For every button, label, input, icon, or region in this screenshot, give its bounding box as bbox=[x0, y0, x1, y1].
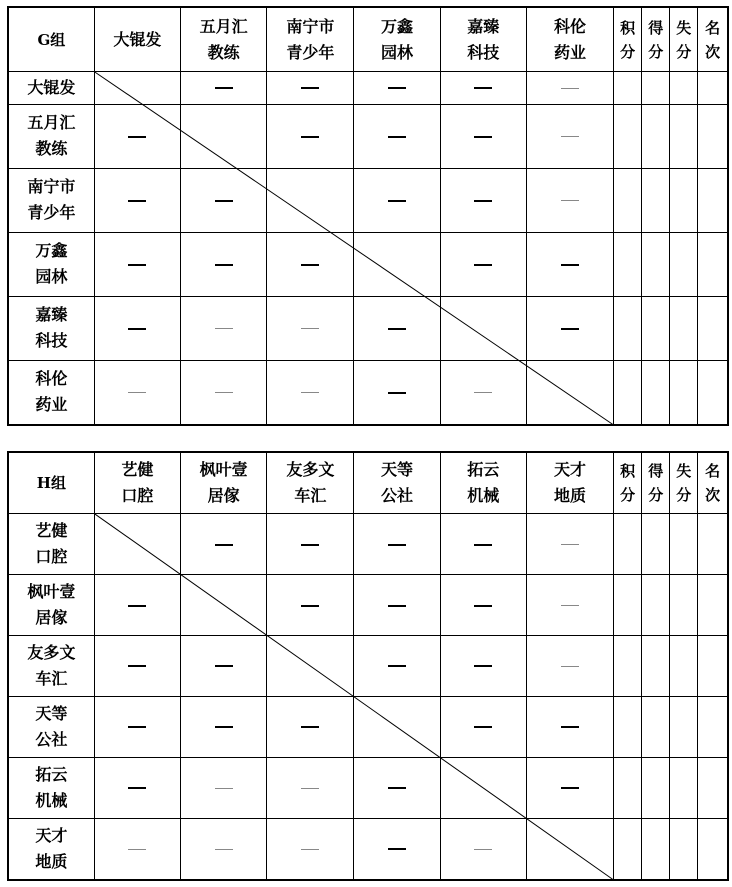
column-team-name bbox=[180, 7, 266, 72]
stat-cell bbox=[698, 296, 728, 360]
team-name-line: 五月汇 bbox=[27, 113, 76, 133]
column-team-name bbox=[440, 452, 526, 514]
stat-cell bbox=[670, 296, 698, 360]
column-team-name bbox=[526, 452, 613, 514]
column-team-name bbox=[94, 7, 180, 72]
match-result-cell bbox=[94, 296, 180, 360]
match-result-cell bbox=[180, 635, 266, 696]
row-team-name bbox=[8, 360, 94, 425]
table-row bbox=[8, 232, 728, 296]
played-dash bbox=[561, 328, 579, 330]
stat-cell bbox=[698, 818, 728, 880]
self-match-cell bbox=[354, 696, 440, 757]
team-name-line: 科技 bbox=[35, 331, 68, 351]
team-name-line: 南宁市 bbox=[286, 16, 335, 36]
team-name-line: 青少年 bbox=[286, 42, 335, 62]
stat-cell bbox=[614, 232, 642, 296]
played-dash bbox=[474, 544, 492, 546]
pending-dash bbox=[301, 849, 319, 850]
played-dash bbox=[128, 726, 146, 728]
stat-cell bbox=[642, 757, 670, 818]
table-row bbox=[8, 818, 728, 880]
team-name-line: 万鑫 bbox=[381, 16, 414, 36]
match-result-cell bbox=[94, 232, 180, 296]
match-result-cell bbox=[267, 818, 354, 880]
table-row bbox=[8, 575, 728, 636]
row-team-name bbox=[8, 514, 94, 575]
pending-dash bbox=[301, 788, 319, 789]
match-result-cell bbox=[526, 168, 613, 232]
column-team-name bbox=[267, 7, 354, 72]
stat-cell bbox=[642, 72, 670, 105]
table-row bbox=[8, 757, 728, 818]
team-name-line: 天才 bbox=[35, 825, 68, 845]
pending-dash bbox=[561, 605, 579, 606]
played-dash bbox=[474, 264, 492, 266]
row-team-name bbox=[8, 72, 94, 105]
team-name-line: 教练 bbox=[35, 139, 68, 159]
pending-dash bbox=[215, 392, 233, 393]
match-result-cell bbox=[440, 514, 526, 575]
match-result-cell bbox=[354, 168, 440, 232]
self-match-cell bbox=[94, 514, 180, 575]
played-dash bbox=[301, 87, 319, 89]
match-result-cell bbox=[440, 104, 526, 168]
played-dash bbox=[388, 665, 406, 667]
stat-header-char: 分 bbox=[648, 486, 664, 505]
pending-dash bbox=[128, 392, 146, 393]
match-result-cell bbox=[440, 360, 526, 425]
team-name-line: 艺健 bbox=[121, 460, 154, 480]
pending-dash bbox=[215, 849, 233, 850]
match-result-cell bbox=[526, 696, 613, 757]
stat-cell bbox=[670, 635, 698, 696]
played-dash bbox=[388, 200, 406, 202]
match-result-cell bbox=[354, 72, 440, 105]
played-dash bbox=[474, 87, 492, 89]
pending-dash bbox=[561, 544, 579, 545]
match-result-cell bbox=[94, 757, 180, 818]
stat-header-char: 分 bbox=[620, 42, 636, 61]
match-result-cell bbox=[267, 575, 354, 636]
match-result-cell bbox=[267, 696, 354, 757]
column-team-name bbox=[267, 452, 354, 514]
stat-cell bbox=[642, 575, 670, 636]
match-result-cell bbox=[94, 360, 180, 425]
match-result-cell bbox=[94, 575, 180, 636]
match-result-cell bbox=[180, 296, 266, 360]
match-result-cell bbox=[526, 296, 613, 360]
team-name-line: 天才 bbox=[554, 460, 587, 480]
row-team-name bbox=[8, 104, 94, 168]
match-result-cell bbox=[180, 72, 266, 105]
stat-cell bbox=[670, 696, 698, 757]
team-name-line: 天等 bbox=[35, 703, 68, 723]
self-match-cell bbox=[526, 818, 613, 880]
stat-header-char: 失 bbox=[676, 462, 692, 481]
played-dash bbox=[561, 264, 579, 266]
team-name-line: 车汇 bbox=[35, 668, 68, 688]
played-dash bbox=[561, 787, 579, 789]
stat-header-char: 名 bbox=[705, 462, 721, 481]
team-name-line: 药业 bbox=[35, 395, 68, 415]
pending-dash bbox=[301, 328, 319, 329]
stat-cell bbox=[614, 696, 642, 757]
match-result-cell bbox=[526, 104, 613, 168]
match-result-cell bbox=[440, 635, 526, 696]
row-team-name bbox=[8, 296, 94, 360]
stat-header-char: 名 bbox=[705, 18, 721, 37]
team-name-line: 嘉臻 bbox=[35, 305, 68, 325]
played-dash bbox=[215, 544, 233, 546]
stat-cell bbox=[698, 168, 728, 232]
pending-dash bbox=[128, 849, 146, 850]
played-dash bbox=[215, 87, 233, 89]
self-match-cell bbox=[526, 360, 613, 425]
stat-cell bbox=[698, 514, 728, 575]
row-team-name bbox=[8, 757, 94, 818]
self-match-cell bbox=[180, 575, 266, 636]
team-name-line: 园林 bbox=[35, 267, 68, 287]
match-result-cell bbox=[440, 72, 526, 105]
played-dash bbox=[474, 605, 492, 607]
stat-header-char: 分 bbox=[676, 486, 692, 505]
played-dash bbox=[388, 848, 406, 850]
stat-cell bbox=[642, 696, 670, 757]
row-team-name bbox=[8, 168, 94, 232]
played-dash bbox=[128, 200, 146, 202]
match-result-cell bbox=[354, 104, 440, 168]
match-result-cell bbox=[354, 296, 440, 360]
stat-cell bbox=[642, 168, 670, 232]
stat-header-char: 积 bbox=[620, 462, 636, 481]
played-dash bbox=[215, 200, 233, 202]
row-team-name bbox=[8, 575, 94, 636]
stat-header-char: 分 bbox=[620, 486, 636, 505]
self-match-cell bbox=[267, 635, 354, 696]
stat-header-char: 分 bbox=[676, 42, 692, 61]
team-name-line: 科伦 bbox=[554, 16, 587, 36]
pending-dash bbox=[561, 88, 579, 89]
stat-header bbox=[670, 452, 698, 514]
header-row bbox=[8, 452, 728, 514]
match-result-cell bbox=[354, 575, 440, 636]
stat-cell bbox=[614, 514, 642, 575]
stat-header bbox=[614, 7, 642, 72]
played-dash bbox=[128, 264, 146, 266]
table-row bbox=[8, 168, 728, 232]
pending-dash bbox=[561, 200, 579, 201]
played-dash bbox=[128, 605, 146, 607]
row-team-name bbox=[8, 635, 94, 696]
played-dash bbox=[128, 136, 146, 138]
stat-cell bbox=[698, 72, 728, 105]
stat-cell bbox=[642, 635, 670, 696]
played-dash bbox=[474, 726, 492, 728]
stat-cell bbox=[670, 360, 698, 425]
played-dash bbox=[301, 264, 319, 266]
column-team-name bbox=[94, 452, 180, 514]
pending-dash bbox=[561, 136, 579, 137]
team-name-line: 居傢 bbox=[207, 486, 240, 506]
match-result-cell bbox=[526, 635, 613, 696]
stat-header bbox=[670, 7, 698, 72]
team-name-line: 地质 bbox=[554, 486, 587, 506]
team-name-line: 居傢 bbox=[35, 608, 68, 627]
team-name-line: 艺健 bbox=[35, 521, 68, 541]
match-result-cell bbox=[267, 360, 354, 425]
team-name-line: 机械 bbox=[467, 486, 500, 506]
stat-header-char: 积 bbox=[620, 18, 636, 37]
group-label: H组 bbox=[8, 452, 94, 514]
round-robin-table bbox=[7, 6, 729, 426]
played-dash bbox=[474, 200, 492, 202]
match-result-cell bbox=[267, 104, 354, 168]
row-team-name bbox=[8, 696, 94, 757]
team-name-line: 口腔 bbox=[35, 547, 68, 567]
played-dash bbox=[301, 726, 319, 728]
match-result-cell bbox=[267, 72, 354, 105]
match-result-cell bbox=[526, 575, 613, 636]
team-name-line: 万鑫 bbox=[35, 241, 68, 261]
match-result-cell bbox=[440, 696, 526, 757]
match-result-cell bbox=[526, 72, 613, 105]
match-result-cell bbox=[180, 168, 266, 232]
team-name-line: 教练 bbox=[207, 42, 240, 62]
stat-header-char: 得 bbox=[648, 18, 664, 37]
stat-cell bbox=[670, 757, 698, 818]
stat-cell bbox=[614, 635, 642, 696]
team-name-line: 科技 bbox=[467, 42, 500, 62]
team-name-line: 友多文 bbox=[27, 642, 76, 662]
team-name-line: 大锟发 bbox=[27, 77, 76, 97]
round-robin-table bbox=[7, 451, 729, 881]
played-dash bbox=[215, 665, 233, 667]
table-row bbox=[8, 72, 728, 105]
table-row bbox=[8, 514, 728, 575]
stat-cell bbox=[698, 635, 728, 696]
stat-cell bbox=[698, 696, 728, 757]
match-result-cell bbox=[526, 757, 613, 818]
stat-cell bbox=[642, 514, 670, 575]
played-dash bbox=[388, 328, 406, 330]
played-dash bbox=[388, 136, 406, 138]
stat-cell bbox=[642, 104, 670, 168]
stat-cell bbox=[698, 757, 728, 818]
played-dash bbox=[301, 136, 319, 138]
team-name-line: 友多文 bbox=[286, 460, 335, 480]
table-row bbox=[8, 635, 728, 696]
stat-cell bbox=[670, 514, 698, 575]
group-h-table bbox=[7, 451, 729, 881]
team-name-line: 拓云 bbox=[467, 460, 500, 480]
played-dash bbox=[388, 87, 406, 89]
stat-cell bbox=[642, 360, 670, 425]
row-team-name bbox=[8, 818, 94, 880]
match-result-cell bbox=[180, 818, 266, 880]
played-dash bbox=[388, 544, 406, 546]
pending-dash bbox=[215, 328, 233, 329]
team-name-line: 嘉臻 bbox=[467, 16, 500, 36]
pending-dash bbox=[215, 788, 233, 789]
team-name-line: 公社 bbox=[381, 486, 414, 506]
team-name-line: 园林 bbox=[381, 42, 414, 62]
stat-cell bbox=[670, 104, 698, 168]
self-match-cell bbox=[440, 296, 526, 360]
team-name-line: 地质 bbox=[35, 851, 68, 871]
self-match-cell bbox=[94, 72, 180, 105]
pending-dash bbox=[301, 392, 319, 393]
stat-header-char: 失 bbox=[676, 18, 692, 37]
match-result-cell bbox=[526, 232, 613, 296]
stat-header-char: 次 bbox=[705, 42, 721, 61]
self-match-cell bbox=[180, 104, 266, 168]
match-result-cell bbox=[354, 818, 440, 880]
match-result-cell bbox=[180, 232, 266, 296]
team-name-line: 南宁市 bbox=[27, 177, 76, 197]
match-result-cell bbox=[180, 514, 266, 575]
self-match-cell bbox=[267, 168, 354, 232]
table-row bbox=[8, 360, 728, 425]
column-team-name bbox=[526, 7, 613, 72]
played-dash bbox=[301, 544, 319, 546]
stat-cell bbox=[670, 72, 698, 105]
stat-header bbox=[614, 452, 642, 514]
match-result-cell bbox=[440, 232, 526, 296]
stat-cell bbox=[614, 296, 642, 360]
match-result-cell bbox=[354, 514, 440, 575]
stat-cell bbox=[642, 296, 670, 360]
column-team-name bbox=[354, 7, 440, 72]
pending-dash bbox=[474, 392, 492, 393]
table-row bbox=[8, 696, 728, 757]
team-name-line: 药业 bbox=[554, 42, 587, 62]
column-team-name bbox=[440, 7, 526, 72]
group-g-table bbox=[7, 6, 729, 426]
match-result-cell bbox=[94, 635, 180, 696]
stat-cell bbox=[614, 104, 642, 168]
played-dash bbox=[215, 264, 233, 266]
match-result-cell bbox=[354, 635, 440, 696]
played-dash bbox=[388, 392, 406, 394]
match-result-cell bbox=[94, 818, 180, 880]
stat-cell bbox=[614, 72, 642, 105]
team-name-line: 天等 bbox=[381, 460, 414, 480]
pending-dash bbox=[561, 666, 579, 667]
stat-cell bbox=[670, 232, 698, 296]
column-team-name bbox=[354, 452, 440, 514]
played-dash bbox=[301, 605, 319, 607]
stat-header-char: 分 bbox=[648, 42, 664, 61]
table-row bbox=[8, 296, 728, 360]
match-result-cell bbox=[267, 232, 354, 296]
stat-cell bbox=[642, 232, 670, 296]
stat-cell bbox=[698, 104, 728, 168]
stat-cell bbox=[670, 168, 698, 232]
stat-header-char: 得 bbox=[648, 462, 664, 481]
stat-cell bbox=[698, 575, 728, 636]
match-result-cell bbox=[94, 168, 180, 232]
played-dash bbox=[561, 726, 579, 728]
match-result-cell bbox=[180, 757, 266, 818]
stat-cell bbox=[670, 818, 698, 880]
team-name-line: 车汇 bbox=[294, 486, 327, 506]
match-result-cell bbox=[180, 360, 266, 425]
match-result-cell bbox=[267, 514, 354, 575]
header-row bbox=[8, 7, 728, 72]
match-result-cell bbox=[180, 696, 266, 757]
match-result-cell bbox=[440, 575, 526, 636]
match-result-cell bbox=[354, 757, 440, 818]
row-team-name bbox=[8, 232, 94, 296]
team-name-line: 机械 bbox=[35, 790, 68, 810]
played-dash bbox=[215, 726, 233, 728]
stat-cell bbox=[614, 168, 642, 232]
played-dash bbox=[388, 605, 406, 607]
team-name-line: 口腔 bbox=[121, 486, 154, 506]
stat-cell bbox=[698, 360, 728, 425]
pending-dash bbox=[474, 849, 492, 850]
self-match-cell bbox=[354, 232, 440, 296]
stat-cell bbox=[614, 360, 642, 425]
team-name-line: 公社 bbox=[35, 729, 68, 749]
played-dash bbox=[128, 787, 146, 789]
played-dash bbox=[128, 665, 146, 667]
team-name-line: 青少年 bbox=[27, 203, 76, 223]
group-label: G组 bbox=[8, 7, 94, 72]
match-result-cell bbox=[267, 296, 354, 360]
match-result-cell bbox=[354, 360, 440, 425]
match-result-cell bbox=[267, 757, 354, 818]
self-match-cell bbox=[440, 757, 526, 818]
table-row bbox=[8, 104, 728, 168]
match-result-cell bbox=[526, 514, 613, 575]
stat-header-char: 次 bbox=[705, 486, 721, 505]
played-dash bbox=[388, 787, 406, 789]
stat-header bbox=[642, 7, 670, 72]
stat-cell bbox=[614, 818, 642, 880]
played-dash bbox=[474, 665, 492, 667]
team-name-line: 大锟发 bbox=[113, 29, 162, 49]
played-dash bbox=[128, 328, 146, 330]
team-name-line: 枫叶壹 bbox=[199, 460, 248, 480]
team-name-line: 枫叶壹 bbox=[27, 582, 76, 601]
team-name-line: 科伦 bbox=[35, 369, 68, 389]
match-result-cell bbox=[440, 168, 526, 232]
stat-header bbox=[698, 7, 728, 72]
match-result-cell bbox=[440, 818, 526, 880]
stat-cell bbox=[642, 818, 670, 880]
stat-cell bbox=[614, 575, 642, 636]
played-dash bbox=[474, 136, 492, 138]
match-result-cell bbox=[94, 104, 180, 168]
stat-cell bbox=[614, 757, 642, 818]
team-name-line: 五月汇 bbox=[199, 16, 248, 36]
match-result-cell bbox=[94, 696, 180, 757]
stat-cell bbox=[670, 575, 698, 636]
team-name-line: 拓云 bbox=[35, 764, 68, 784]
stat-cell bbox=[698, 232, 728, 296]
column-team-name bbox=[180, 452, 266, 514]
stat-header bbox=[698, 452, 728, 514]
stat-header bbox=[642, 452, 670, 514]
